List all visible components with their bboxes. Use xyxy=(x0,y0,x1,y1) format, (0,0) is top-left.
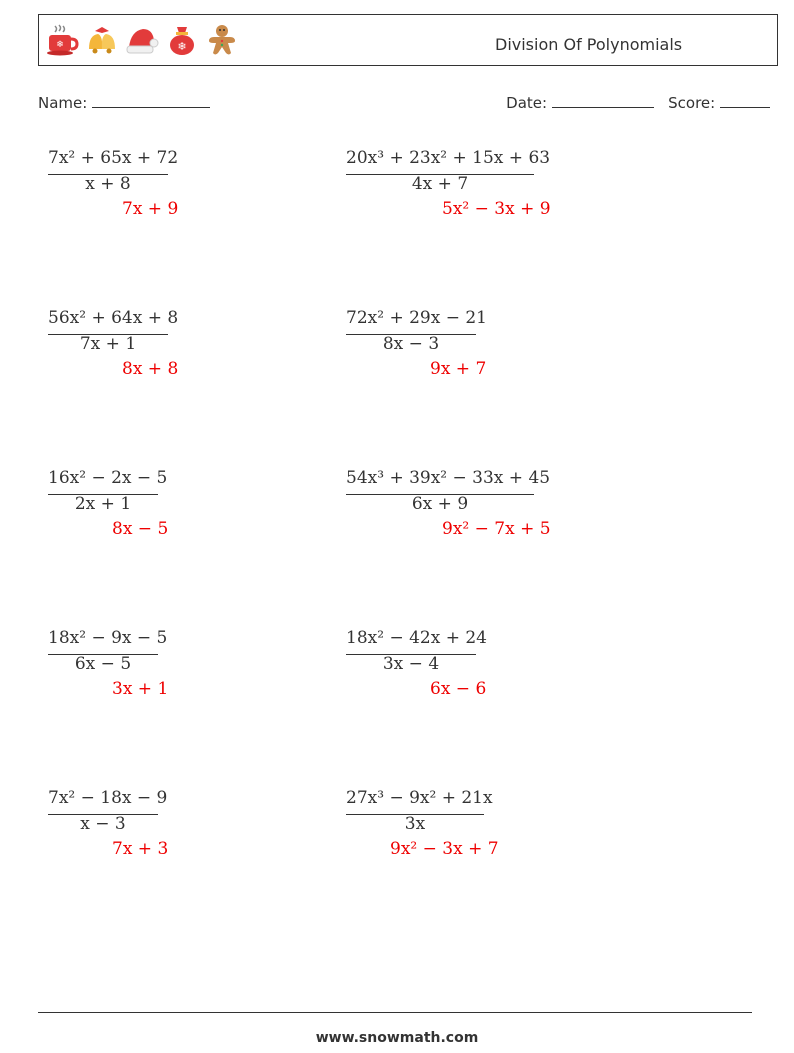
santa-hat-icon xyxy=(125,23,159,57)
answer: 9x + 7 xyxy=(430,359,487,379)
name-blank[interactable] xyxy=(92,93,210,108)
numerator: 7x² + 65x + 72 xyxy=(48,148,179,168)
svg-text:❄: ❄ xyxy=(56,40,64,50)
problem-2 xyxy=(346,148,551,228)
svg-text:❄: ❄ xyxy=(177,40,187,53)
denominator: 6x + 9 xyxy=(411,494,469,514)
denominator: 7x + 1 xyxy=(79,334,137,354)
date-label: Date: xyxy=(506,94,548,112)
problem-6 xyxy=(346,468,551,548)
numerator: 18x² − 9x − 5 xyxy=(48,628,168,648)
numerator: 27x³ − 9x² + 21x xyxy=(346,788,493,808)
answer: 3x + 1 xyxy=(112,679,169,699)
numerator: 16x² − 2x − 5 xyxy=(48,468,168,488)
numerator: 72x² + 29x − 21 xyxy=(346,308,487,328)
denominator: 3x − 4 xyxy=(382,654,440,674)
tea-cup-icon xyxy=(45,23,79,57)
denominator: 2x + 1 xyxy=(74,494,132,514)
numerator: 18x² − 42x + 24 xyxy=(346,628,487,648)
date-blank[interactable] xyxy=(552,93,654,108)
problem-8 xyxy=(346,628,487,708)
footer-divider xyxy=(38,1012,752,1013)
problem-4 xyxy=(346,308,487,388)
bells-icon xyxy=(85,23,119,57)
name-label: Name: xyxy=(38,94,88,112)
problem-9 xyxy=(48,788,169,868)
problem-10 xyxy=(346,788,499,868)
denominator: 8x − 3 xyxy=(382,334,440,354)
numerator: 20x³ + 23x² + 15x + 63 xyxy=(346,148,551,168)
denominator: x − 3 xyxy=(80,814,126,834)
denominator: x + 8 xyxy=(85,174,131,194)
problem-5 xyxy=(48,468,169,548)
score-label: Score: xyxy=(668,94,716,112)
worksheet-title: Division Of Polynomials xyxy=(495,35,683,54)
answer: 5x² − 3x + 9 xyxy=(442,199,551,219)
footer-url: www.snowmath.com xyxy=(315,1030,479,1046)
header-box xyxy=(38,14,778,66)
answer: 7x + 9 xyxy=(122,199,179,219)
name-field xyxy=(38,93,210,112)
numerator: 56x² + 64x + 8 xyxy=(48,308,179,328)
answer: 9x² − 3x + 7 xyxy=(390,839,499,859)
denominator: 4x + 7 xyxy=(411,174,469,194)
problem-7 xyxy=(48,628,169,708)
answer: 8x − 5 xyxy=(112,519,169,539)
answer: 8x + 8 xyxy=(122,359,179,379)
denominator: 6x − 5 xyxy=(74,654,132,674)
problem-1 xyxy=(48,148,179,228)
gingerbread-man-icon xyxy=(205,23,239,57)
header-icons xyxy=(45,23,239,57)
answer: 6x − 6 xyxy=(430,679,487,699)
problem-3 xyxy=(48,308,179,388)
date-score-field xyxy=(506,93,770,112)
gift-sack-icon xyxy=(165,23,199,57)
score-blank[interactable] xyxy=(720,93,770,108)
numerator: 54x³ + 39x² − 33x + 45 xyxy=(346,468,551,488)
denominator: 3x xyxy=(404,814,426,834)
answer: 9x² − 7x + 5 xyxy=(442,519,551,539)
answer: 7x + 3 xyxy=(112,839,169,859)
numerator: 7x² − 18x − 9 xyxy=(48,788,168,808)
